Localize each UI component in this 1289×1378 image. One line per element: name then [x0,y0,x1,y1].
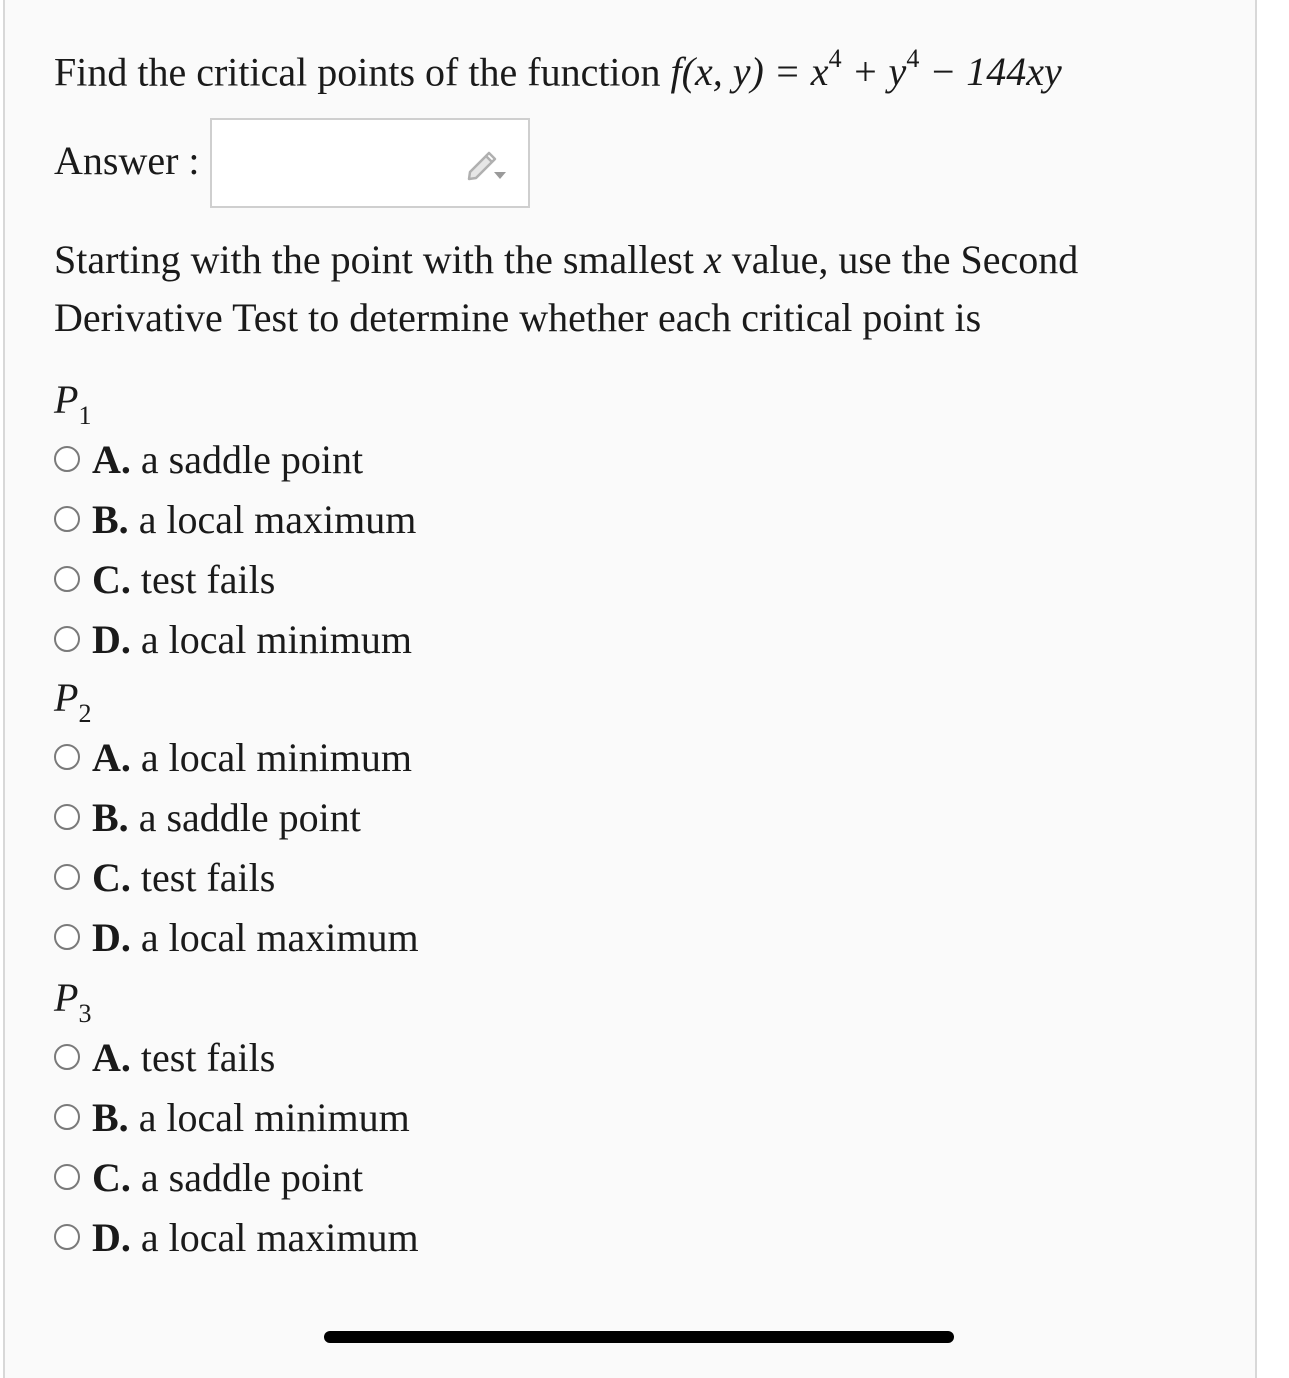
function-formula: f(x, $y) = x^4 + y^4 - 144xy$ [670,44,1062,95]
p1-option-b[interactable]: B. a local maximum [54,494,416,544]
instructions-text: Starting with the point with the smallest x value, use the Second Derivative Test to determine whether each critical point is [54,237,1079,340]
radio-button[interactable] [54,1044,80,1070]
p3-option-a[interactable]: A. test fails [54,1032,275,1082]
p2-option-c[interactable]: C. test fails [54,852,275,902]
answer-input[interactable] [210,118,530,208]
radio-button[interactable] [54,804,80,830]
group-label-p3: $P_3$ [54,975,92,1028]
p2-option-a[interactable]: A. a local minimum [54,732,412,782]
radio-button[interactable] [54,1224,80,1250]
p3-option-d[interactable]: D. a local maximum [54,1212,419,1262]
question-prefix: Find the critical points of the function [54,49,671,95]
radio-button[interactable] [54,446,80,472]
group-label-p1: $P_1$ [54,377,92,430]
p3-option-b[interactable]: B. a local minimum [54,1092,410,1142]
p1-option-d[interactable]: D. a local minimum [54,614,412,664]
p1-option-c[interactable]: C. test fails [54,554,275,604]
question-text [54,38,1062,97]
pencil-edit-icon[interactable] [464,148,508,182]
home-indicator-bar[interactable] [324,1331,954,1343]
radio-button[interactable] [54,566,80,592]
radio-button[interactable] [54,506,80,532]
radio-button[interactable] [54,924,80,950]
p1-option-a[interactable]: A. a saddle point [54,434,363,484]
radio-button[interactable] [54,1164,80,1190]
p3-option-c[interactable]: C. a saddle point [54,1152,363,1202]
answer-label: Answer : [54,138,200,183]
radio-button[interactable] [54,864,80,890]
radio-button[interactable] [54,1104,80,1130]
p2-option-d[interactable]: D. a local maximum [54,912,419,962]
radio-button[interactable] [54,626,80,652]
p2-option-b[interactable]: B. a saddle point [54,792,361,842]
group-label-p2: $P_2$ [54,675,92,728]
radio-button[interactable] [54,744,80,770]
